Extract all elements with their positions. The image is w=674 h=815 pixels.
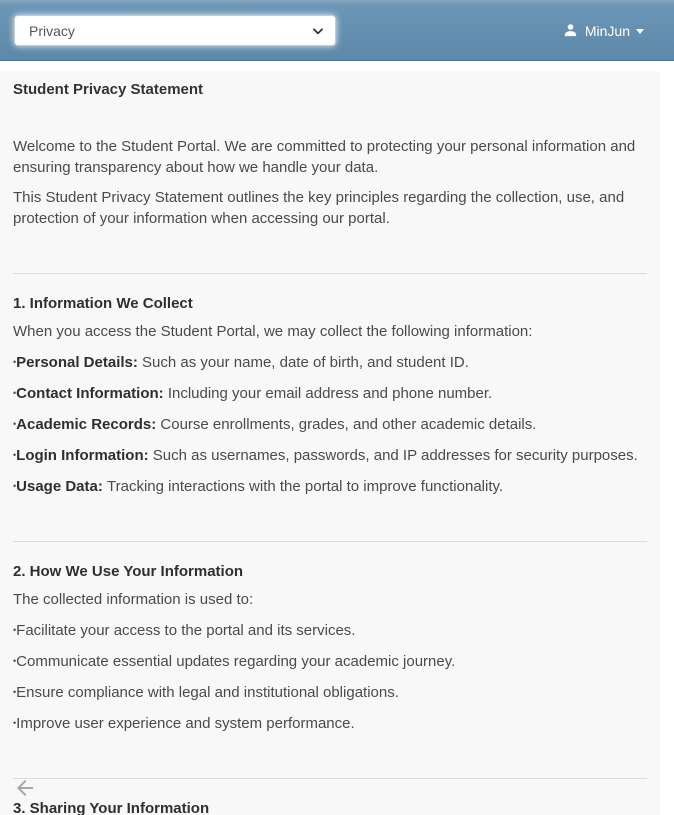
section-how-we-use-your-information: [13, 562, 647, 734]
section-title: 3. Sharing Your Information: [13, 800, 210, 815]
list-item-text: Including your email address and phone number.: [167, 385, 493, 402]
list-item-term: Contact Information:: [16, 385, 168, 402]
list-item: [13, 445, 647, 466]
list-item: [13, 713, 647, 734]
divider: [13, 541, 647, 542]
bullet-icon: •: [13, 481, 17, 491]
list-item-text: Ensure compliance with legal and institutional obligations.: [16, 684, 399, 701]
divider: [13, 778, 647, 779]
page-title: Student Privacy Statement: [13, 81, 204, 98]
section-lead: When you access the Student Portal, we may collect the following information:: [13, 323, 533, 340]
list-item-term: Personal Details:: [16, 354, 143, 371]
section-title: 1. Information We Collect: [13, 295, 193, 312]
top-navbar: [0, 0, 674, 61]
list-item-term: Academic Records:: [16, 416, 161, 433]
intro-paragraph: This Student Privacy Statement outlines the key principles regarding the collection, use, and protection of your information when accessing our portal.: [13, 189, 625, 227]
back-arrow-icon[interactable]: [12, 776, 38, 800]
list-item-text: Tracking interactions with the portal to improve functionality.: [107, 478, 504, 495]
bullet-icon: •: [13, 419, 17, 429]
bullet-icon: •: [13, 718, 17, 728]
intro-paragraph: Welcome to the Student Portal. We are committed to protecting your personal information and ensuring transparency about how we handle your data.: [13, 138, 636, 176]
bullet-icon: •: [13, 450, 17, 460]
list-item: [13, 383, 647, 404]
list-item-text: Such as your name, date of birth, and student ID.: [142, 354, 469, 371]
list-item: [13, 651, 647, 672]
user-icon: [563, 23, 578, 38]
section-sharing-your-information: [13, 799, 647, 815]
content-panel: [0, 71, 660, 815]
user-name: MinJun: [584, 22, 630, 39]
user-menu[interactable]: [563, 0, 644, 61]
section-title: 2. How We Use Your Information: [13, 563, 244, 580]
list-item-text: Such as usernames, passwords, and IP addresses for security purposes.: [152, 447, 638, 464]
list-item-text: Communicate essential updates regarding your academic journey.: [16, 653, 456, 670]
list-item-term: Usage Data:: [16, 478, 108, 495]
list-item-text: Improve user experience and system performance.: [16, 715, 355, 732]
bullet-icon: •: [13, 357, 17, 367]
bullet-icon: •: [13, 656, 17, 666]
page-select-wrap: [14, 15, 336, 46]
section-lead: The collected information is used to:: [13, 591, 254, 608]
list-item: [13, 352, 647, 373]
list-item: [13, 682, 647, 703]
list-item-text: Course enrollments, grades, and other academic details.: [160, 416, 537, 433]
list-item-text: Facilitate your access to the portal and its services.: [16, 622, 356, 639]
list-item-term: Login Information:: [16, 447, 153, 464]
bullet-icon: •: [13, 388, 17, 398]
list-item: [13, 476, 647, 497]
page-select[interactable]: [14, 15, 336, 46]
caret-down-icon: [636, 29, 644, 34]
section-information-we-collect: [13, 294, 647, 497]
bullet-icon: •: [13, 625, 17, 635]
list-item: [13, 620, 647, 641]
divider: [13, 273, 647, 274]
bullet-icon: •: [13, 687, 17, 697]
list-item: [13, 414, 647, 435]
